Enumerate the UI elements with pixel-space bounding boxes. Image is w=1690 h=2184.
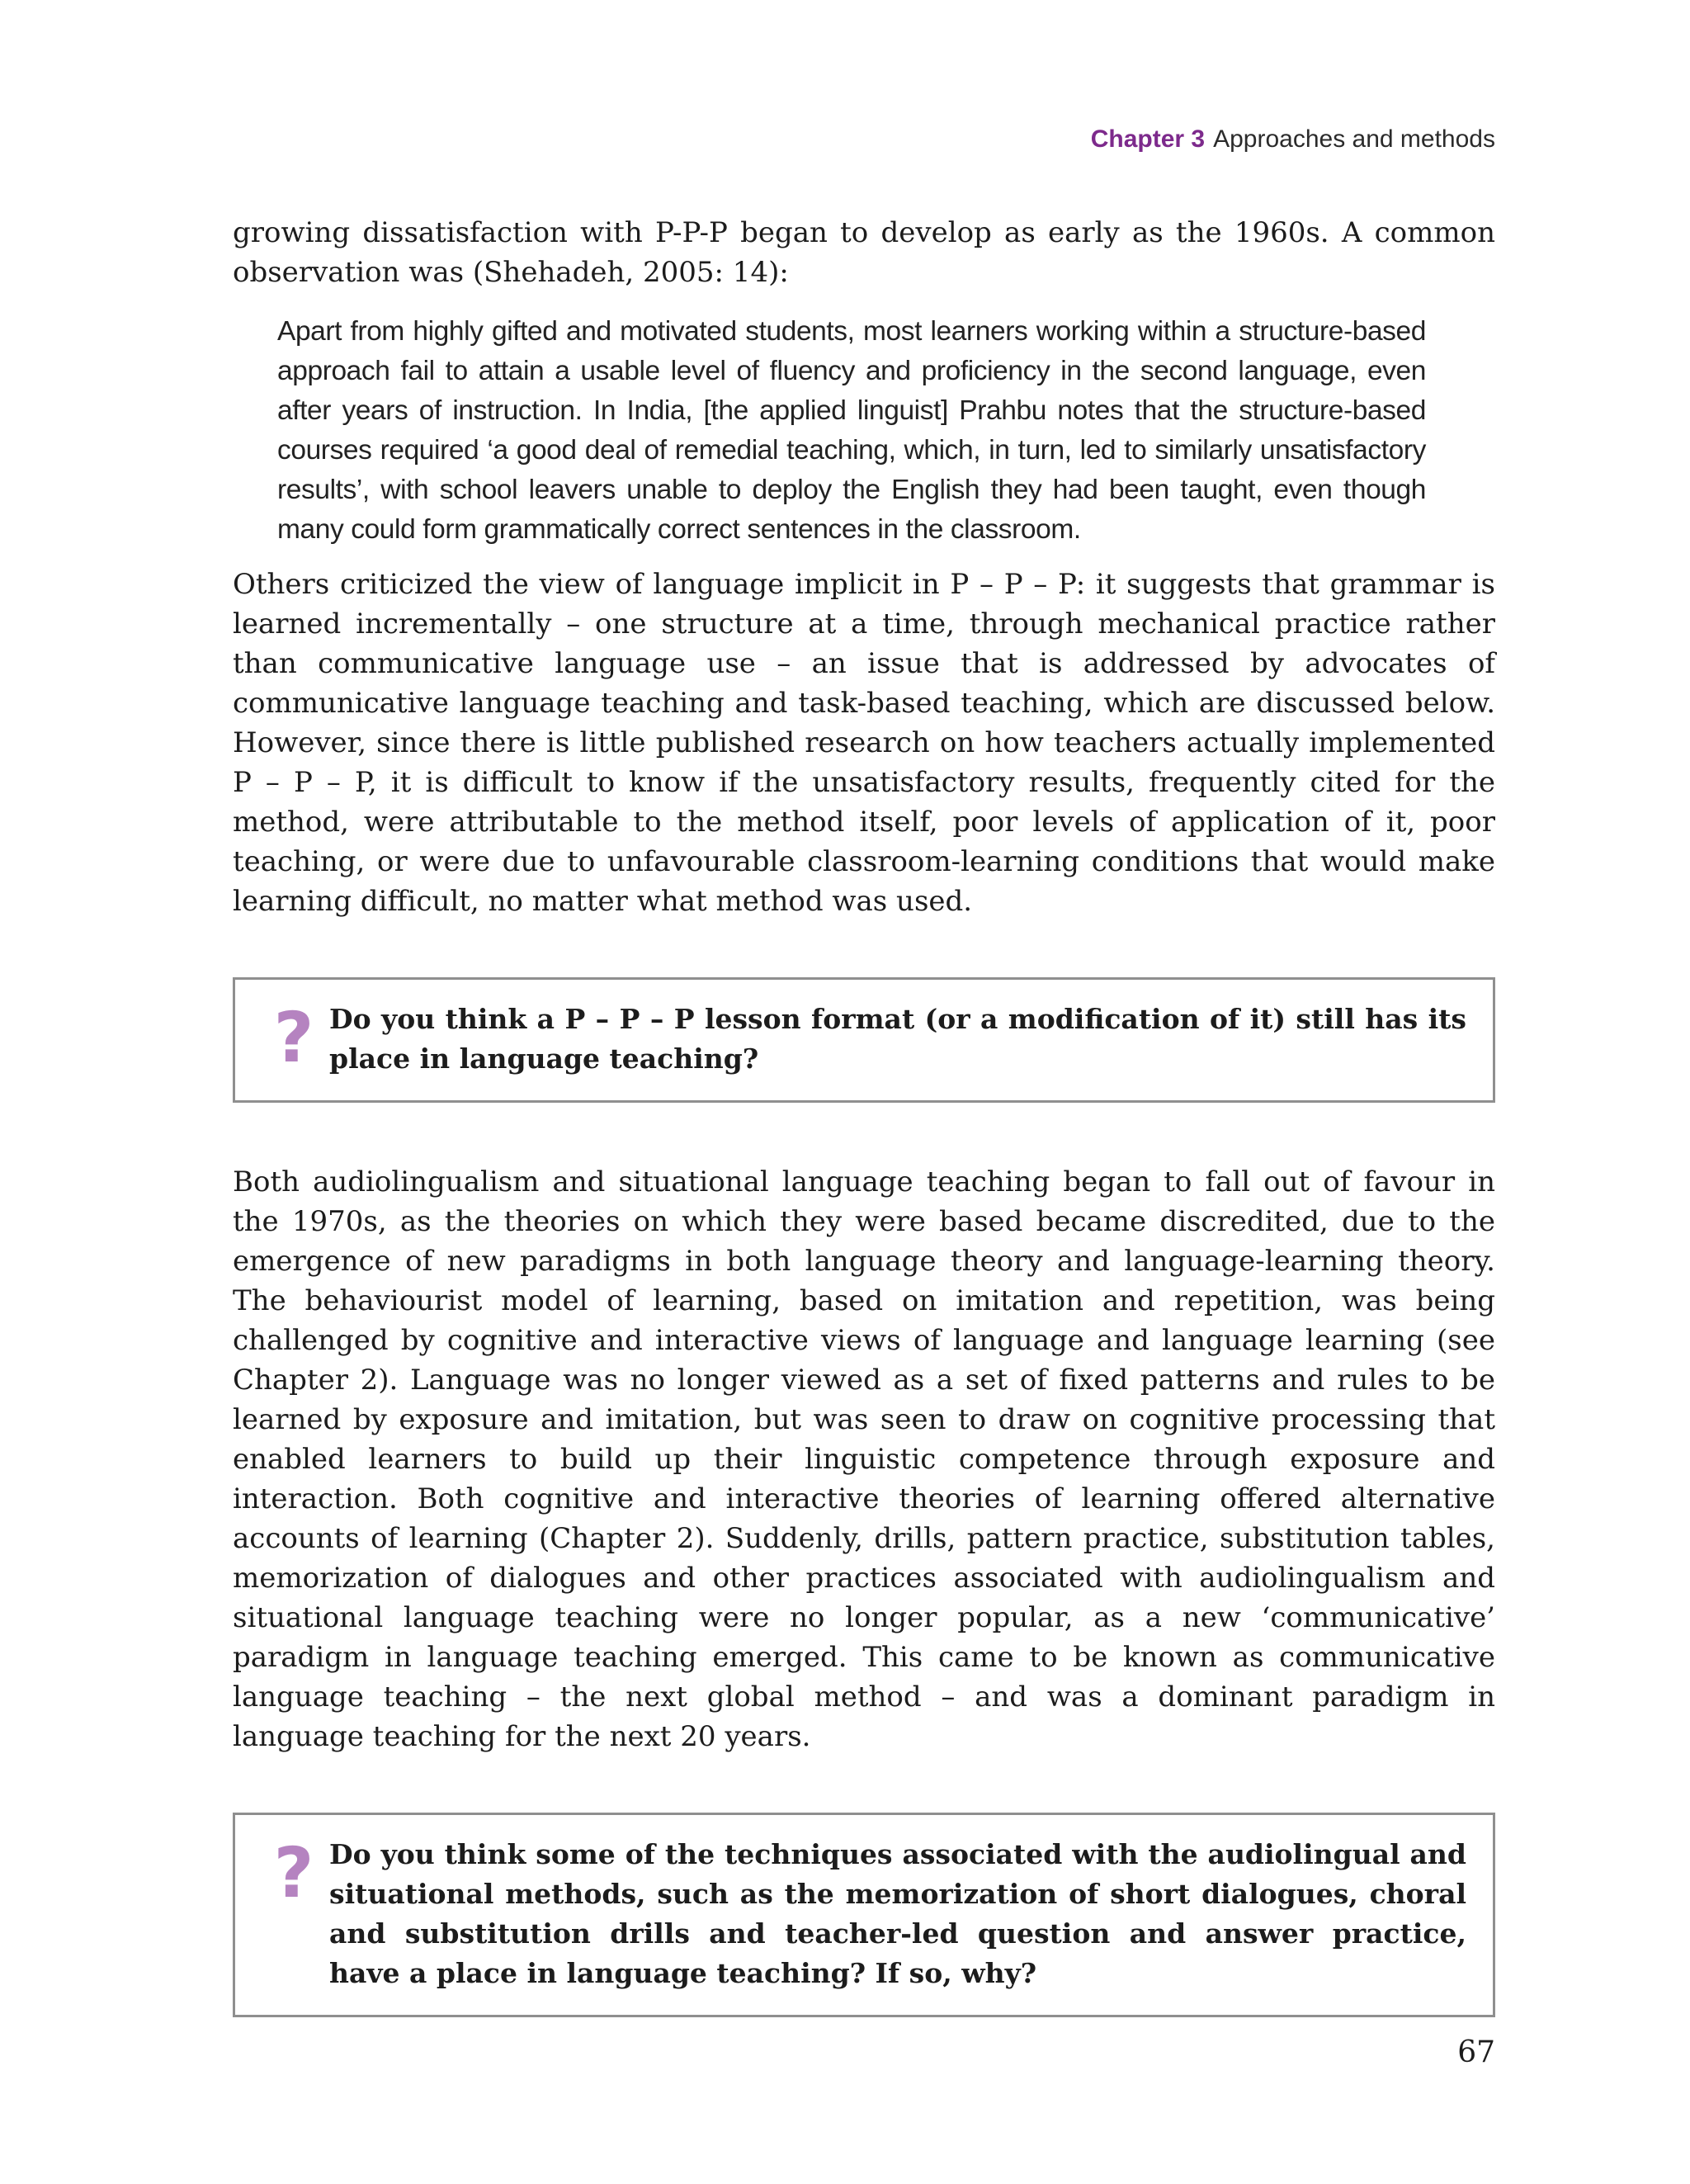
question-text-2: Do you think some of the techniques associated with the audiolingual and situational methods, such as the memorization of short dialogues, choral and substitution drills and teacher-led question and answer practice, have a place in language teaching? If so, why? [329, 1838, 1466, 1989]
chapter-title: Approaches and methods [1213, 125, 1495, 153]
page-number: 67 [1457, 2035, 1495, 2069]
question-text-1: Do you think a P – P – P lesson format (or a modification of it) still has its place in language teaching? [329, 1003, 1466, 1075]
running-head [1091, 125, 1495, 154]
block-quote: Apart from highly gifted and motivated students, most learners working within a structure-based approach fail to attain a usable level of fluency and proficiency in the second language, even after years of instruction. In India, [the applied linguist] Prahbu notes that the structure-based courses required ‘a good deal of remedial teaching, which, in turn, led to similarly unsatisfactory results’, with school leavers unable to deploy the English they had been taught, even though many could form grammatically correct sentences in the classroom. [277, 316, 1426, 545]
page-content [233, 213, 1495, 2017]
question-mark-icon: ? [273, 997, 314, 1078]
paragraph-criticism: Others criticized the view of language implicit in P – P – P: it suggests that grammar is learned incrementally – one structure at a time, through mechanical practice rather than communicative language use – an issue that is addressed by advocates of communicative language teaching and task-based teaching, which are discussed below. However, since there is little published research on how teachers actually implemented P – P – P, it is difficult to know if the unsatisfactory results, frequently cited for the method, were attributable to the method itself, poor levels of application of it, poor teaching, or were due to unfavourable classroom-learning conditions that would make learning difficult, no matter what method was used. [233, 568, 1495, 918]
question-mark-icon: ? [273, 1832, 314, 1913]
question-box-1 [233, 977, 1495, 1103]
paragraph-intro: growing dissatisfaction with P-P-P began to develop as early as the 1960s. A common observation was (Shehadeh, 2005: 14): [233, 216, 1495, 289]
question-box-2 [233, 1813, 1495, 2017]
paragraph-audiolingualism: Both audiolingualism and situational language teaching began to fall out of favour in the 1970s, as the theories on which they were based became discredited, due to the emergence of new paradigms in both language theory and language-learning theory. The behaviourist model of learning, based on imitation and repetition, was being challenged by cognitive and interactive views of language and language learning (see Chapter 2). Language was no longer viewed as a set of fixed patterns and rules to be learned by exposure and imitation, but was seen to draw on cognitive processing that enabled learners to build up their linguistic competence through exposure and interaction. Both cognitive and interactive theories of learning offered alternative accounts of learning (Chapter 2). Suddenly, drills, pattern practice, substitution tables, memorization of dialogues and other practices associated with audiolingualism and situational language teaching were no longer popular, as a new ‘communicative’ paradigm in language teaching emerged. This came to be known as communicative language teaching – the next global method – and was a dominant paradigm in language teaching for the next 20 years. [233, 1165, 1495, 1753]
chapter-label: Chapter 3 [1090, 125, 1206, 153]
